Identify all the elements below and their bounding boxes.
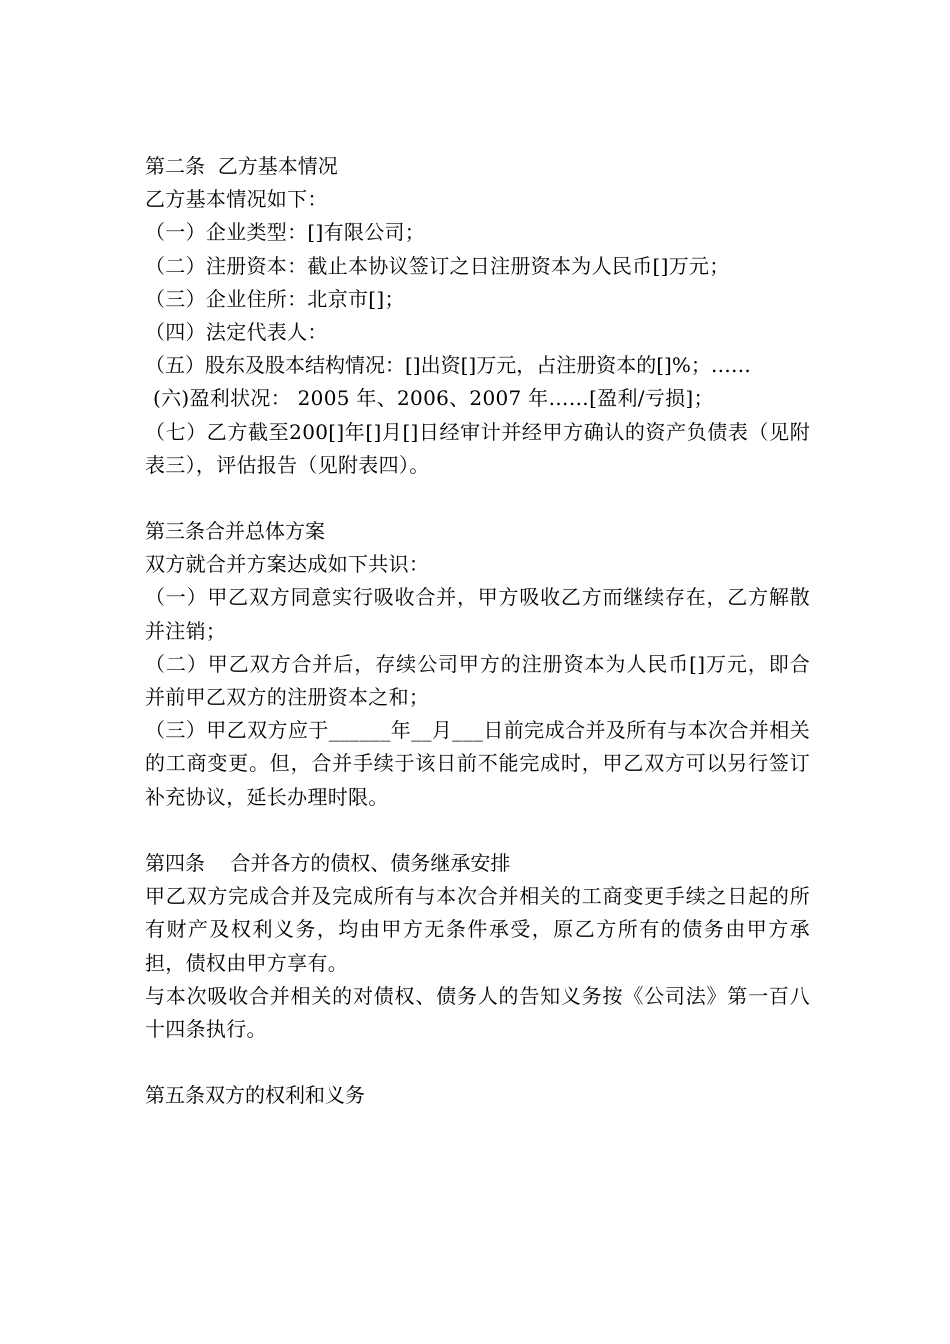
document-body [145, 150, 810, 1113]
article-2-item-2: （二）注册资本：截止本协议签订之日注册资本为人民币[]万元； [145, 253, 730, 278]
article-3-item-3: （三）甲乙双方应于______年__月___日前完成合并及所有与本次合并相关的工商变更。但，合并手续于该日前不能完成时，甲乙双方可以另行签订补充协议，延长办理时限。 [145, 718, 810, 809]
spacer [145, 814, 810, 847]
article-2-item-1: （一）企业类型：[]有限公司； [145, 220, 426, 245]
article-4-heading: 第四条 合并各方的债权、债务继承安排 [145, 851, 511, 876]
article-4-paragraph-2: 与本次吸收合并相关的对债权、债务人的告知义务按《公司法》第一百八十四条执行。 [145, 983, 810, 1042]
article-5-heading: 第五条双方的权利和义务 [145, 1083, 365, 1108]
article-2-heading: 第二条 乙方基本情况 [145, 154, 338, 178]
article-2-item-3: （三）企业住所：北京市[]； [145, 286, 405, 311]
article-2-item-6: (六)盈利状况： 2005 年、2006、2007 年……[盈利/亏损]； [153, 386, 714, 411]
article-3-intro: 双方就合并方案达成如下共识： [145, 552, 430, 577]
article-3-heading: 第三条合并总体方案 [145, 519, 325, 544]
article-2-item-7: （七）乙方截至200[]年[]月[]日经审计并经甲方确认的资产负债表（见附表三），评估报告（见附表四）。 [145, 419, 810, 477]
article-2-item-4: （四）法定代表人： [145, 319, 328, 344]
article-3-item-2: （二）甲乙双方合并后，存续公司甲方的注册资本为人民币[]万元，即合并前甲乙双方的注册资本之和； [145, 651, 810, 710]
spacer [145, 482, 810, 515]
spacer [145, 1046, 810, 1079]
article-3-item-1: （一）甲乙双方同意实行吸收合并，甲方吸收乙方而继续存在，乙方解散并注销； [145, 585, 810, 643]
article-2-item-5: （五）股东及股本结构情况：[]出资[]万元，占注册资本的[]%；…… [145, 353, 751, 378]
article-2-intro: 乙方基本情况如下： [145, 187, 328, 212]
article-4-paragraph-1: 甲乙双方完成合并及完成所有与本次合并相关的工商变更手续之日起的所有财产及权利义务，均由甲方无条件承受，原乙方所有的债务由甲方承担，债权由甲方享有。 [145, 884, 810, 975]
